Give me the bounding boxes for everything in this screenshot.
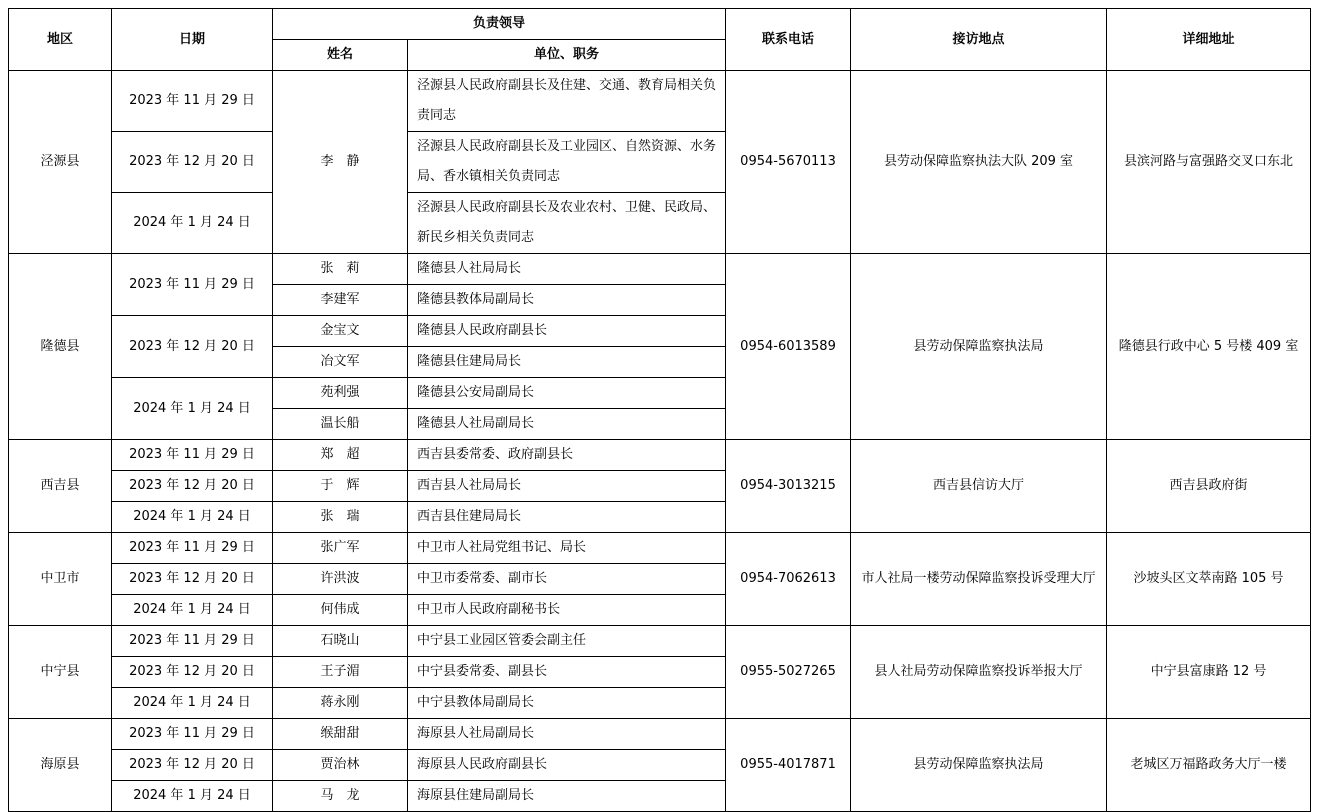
header-address: 详细地址: [1107, 9, 1311, 71]
address-cell: 老城区万福路政务大厅一楼: [1107, 719, 1311, 812]
address-cell: 隆德县行政中心 5 号楼 409 室: [1107, 254, 1311, 440]
header-position: 单位、职务: [408, 40, 726, 71]
date-cell: 2024 年 1 月 24 日: [112, 688, 273, 719]
name-cell: 王子湄: [273, 657, 408, 688]
header-row-1: [9, 9, 1311, 40]
date-cell: 2023 年 11 月 29 日: [112, 440, 273, 471]
position-cell: 海原县人社局副局长: [408, 719, 726, 750]
header-venue: 接访地点: [851, 9, 1107, 71]
position-cell: 中卫市委常委、副市长: [408, 564, 726, 595]
phone-cell: 0954-7062613: [726, 533, 851, 626]
header-name: 姓名: [273, 40, 408, 71]
date-cell: 2024 年 1 月 24 日: [112, 378, 273, 440]
date-cell: 2024 年 1 月 24 日: [112, 193, 273, 254]
venue-cell: 县人社局劳动保障监察投诉举报大厅: [851, 626, 1107, 719]
region-cell: 海原县: [9, 719, 112, 812]
name-cell: 郑 超: [273, 440, 408, 471]
position-cell: 隆德县人社局副局长: [408, 409, 726, 440]
region-cell: 中卫市: [9, 533, 112, 626]
name-cell: 于 辉: [273, 471, 408, 502]
region-cell: 隆德县: [9, 254, 112, 440]
date-cell: 2023 年 11 月 29 日: [112, 719, 273, 750]
name-cell: 冶文军: [273, 347, 408, 378]
date-cell: 2024 年 1 月 24 日: [112, 502, 273, 533]
name-cell: 何伟成: [273, 595, 408, 626]
phone-cell: 0954-3013215: [726, 440, 851, 533]
date-cell: 2023 年 11 月 29 日: [112, 254, 273, 316]
position-cell: 隆德县公安局副局长: [408, 378, 726, 409]
table-row: [9, 71, 1311, 132]
position-cell: 隆德县住建局局长: [408, 347, 726, 378]
venue-cell: 西吉县信访大厅: [851, 440, 1107, 533]
position-cell: 泾源县人民政府副县长及工业园区、自然资源、水务局、香水镇相关负责同志: [408, 132, 726, 193]
address-cell: 西吉县政府街: [1107, 440, 1311, 533]
date-cell: 2023 年 12 月 20 日: [112, 316, 273, 378]
phone-cell: 0954-6013589: [726, 254, 851, 440]
position-cell: 中宁县委常委、副县长: [408, 657, 726, 688]
name-cell: 马 龙: [273, 781, 408, 812]
table-row: [9, 254, 1311, 285]
name-cell: 石晓山: [273, 626, 408, 657]
date-cell: 2023 年 12 月 20 日: [112, 657, 273, 688]
date-cell: 2023 年 12 月 20 日: [112, 132, 273, 193]
region-cell: 西吉县: [9, 440, 112, 533]
venue-cell: 市人社局一楼劳动保障监察投诉受理大厅: [851, 533, 1107, 626]
name-cell: 张 莉: [273, 254, 408, 285]
date-cell: 2023 年 12 月 20 日: [112, 471, 273, 502]
date-cell: 2024 年 1 月 24 日: [112, 595, 273, 626]
position-cell: 泾源县人民政府副县长及住建、交通、教育局相关负责同志: [408, 71, 726, 132]
position-cell: 西吉县住建局局长: [408, 502, 726, 533]
position-cell: 中卫市人社局党组书记、局长: [408, 533, 726, 564]
position-cell: 西吉县委常委、政府副县长: [408, 440, 726, 471]
table-row: [9, 440, 1311, 471]
phone-cell: 0955-5027265: [726, 626, 851, 719]
name-cell: 温长船: [273, 409, 408, 440]
position-cell: 隆德县人民政府副县长: [408, 316, 726, 347]
table-row: [9, 533, 1311, 564]
address-cell: 县滨河路与富强路交叉口东北: [1107, 71, 1311, 254]
venue-cell: 县劳动保障监察执法局: [851, 719, 1107, 812]
header-region: 地区: [9, 9, 112, 71]
name-cell: 李 静: [273, 71, 408, 254]
name-cell: 苑利强: [273, 378, 408, 409]
region-cell: 泾源县: [9, 71, 112, 254]
date-cell: 2023 年 11 月 29 日: [112, 71, 273, 132]
name-cell: 缑甜甜: [273, 719, 408, 750]
position-cell: 海原县人民政府副县长: [408, 750, 726, 781]
phone-cell: 0955-4017871: [726, 719, 851, 812]
position-cell: 海原县住建局副局长: [408, 781, 726, 812]
date-cell: 2023 年 11 月 29 日: [112, 626, 273, 657]
date-cell: 2024 年 1 月 24 日: [112, 781, 273, 812]
date-cell: 2023 年 12 月 20 日: [112, 564, 273, 595]
position-cell: 西吉县人社局局长: [408, 471, 726, 502]
name-cell: 张广军: [273, 533, 408, 564]
position-cell: 隆德县教体局副局长: [408, 285, 726, 316]
name-cell: 张 瑞: [273, 502, 408, 533]
date-cell: 2023 年 12 月 20 日: [112, 750, 273, 781]
position-cell: 中宁县工业园区管委会副主任: [408, 626, 726, 657]
name-cell: 蒋永刚: [273, 688, 408, 719]
table-row: [9, 626, 1311, 657]
address-cell: 中宁县富康路 12 号: [1107, 626, 1311, 719]
name-cell: 李建军: [273, 285, 408, 316]
position-cell: 中宁县教体局副局长: [408, 688, 726, 719]
position-cell: 隆德县人社局局长: [408, 254, 726, 285]
header-date: 日期: [112, 9, 273, 71]
name-cell: 金宝文: [273, 316, 408, 347]
venue-cell: 县劳动保障监察执法大队 209 室: [851, 71, 1107, 254]
header-phone: 联系电话: [726, 9, 851, 71]
phone-cell: 0954-5670113: [726, 71, 851, 254]
position-cell: 泾源县人民政府副县长及农业农村、卫健、民政局、新民乡相关负责同志: [408, 193, 726, 254]
name-cell: 贾治林: [273, 750, 408, 781]
table-row: [9, 719, 1311, 750]
reception-schedule-table: [8, 8, 1311, 812]
address-cell: 沙坡头区文萃南路 105 号: [1107, 533, 1311, 626]
header-leader-group: 负责领导: [273, 9, 726, 40]
region-cell: 中宁县: [9, 626, 112, 719]
venue-cell: 县劳动保障监察执法局: [851, 254, 1107, 440]
date-cell: 2023 年 11 月 29 日: [112, 533, 273, 564]
position-cell: 中卫市人民政府副秘书长: [408, 595, 726, 626]
name-cell: 许洪波: [273, 564, 408, 595]
